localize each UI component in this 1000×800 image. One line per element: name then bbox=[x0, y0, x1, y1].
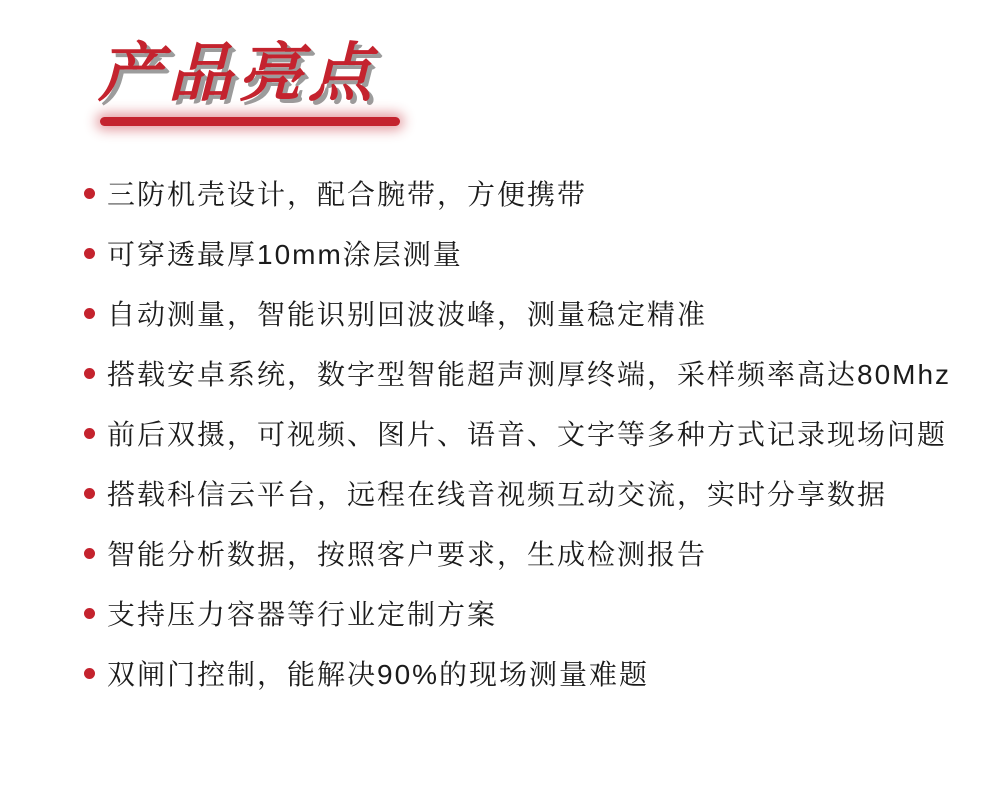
list-item bbox=[84, 523, 951, 583]
title-underline bbox=[100, 117, 400, 126]
list-item bbox=[84, 223, 951, 283]
bullet-dot-icon bbox=[84, 608, 95, 619]
bullet-dot-icon bbox=[84, 668, 95, 679]
page-title: 产品亮点 bbox=[98, 37, 378, 109]
highlight-text: 搭载科信云平台，远程在线音视频互动交流，实时分享数据 bbox=[107, 479, 888, 510]
bullet-dot-icon bbox=[84, 188, 95, 199]
bullet-dot-icon bbox=[84, 248, 95, 259]
header bbox=[98, 37, 378, 109]
bullet-dot-icon bbox=[84, 428, 95, 439]
list-item bbox=[84, 583, 951, 643]
list-item bbox=[84, 403, 951, 463]
highlight-text: 三防机壳设计，配合腕带，方便携带 bbox=[107, 179, 588, 210]
highlights-list bbox=[84, 163, 951, 703]
bullet-dot-icon bbox=[84, 548, 95, 559]
bullet-dot-icon bbox=[84, 488, 95, 499]
list-item bbox=[84, 283, 951, 343]
highlight-text: 智能分析数据，按照客户要求，生成检测报告 bbox=[107, 539, 708, 570]
list-item bbox=[84, 463, 951, 523]
highlight-text: 自动测量，智能识别回波波峰，测量稳定精准 bbox=[107, 299, 708, 330]
highlight-text: 双闸门控制，能解决90%的现场测量难题 bbox=[107, 659, 650, 690]
highlight-text: 支持压力容器等行业定制方案 bbox=[107, 599, 498, 630]
list-item bbox=[84, 343, 951, 403]
highlight-text: 搭载安卓系统，数字型智能超声测厚终端，采样频率高达80Mhz bbox=[107, 359, 952, 390]
highlight-text: 前后双摄，可视频、图片、语音、文字等多种方式记录现场问题 bbox=[107, 419, 948, 450]
list-item bbox=[84, 163, 951, 223]
list-item bbox=[84, 643, 951, 703]
bullet-dot-icon bbox=[84, 368, 95, 379]
bullet-dot-icon bbox=[84, 308, 95, 319]
highlight-text: 可穿透最厚10mm涂层测量 bbox=[107, 239, 463, 270]
